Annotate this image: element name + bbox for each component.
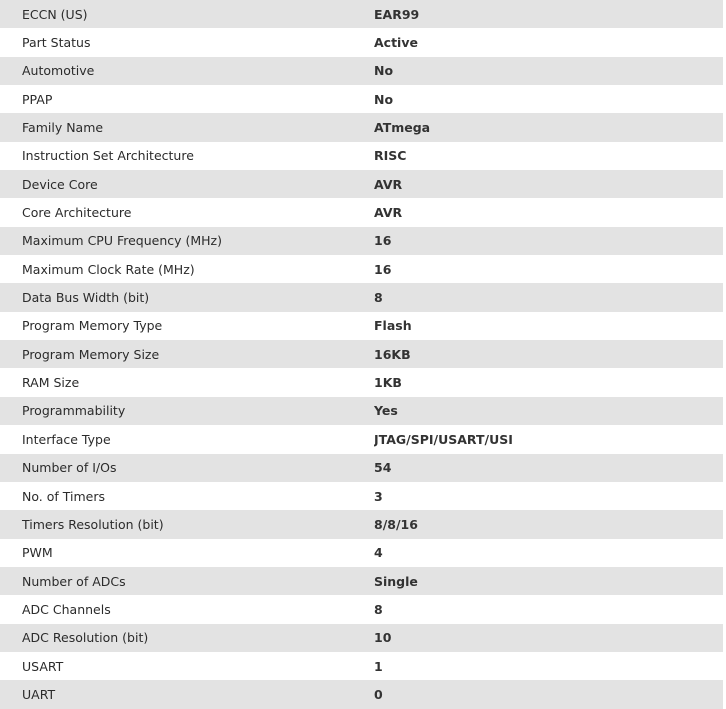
table-row [0,283,723,311]
table-row [0,255,723,283]
spec-label: Maximum CPU Frequency (MHz) [22,233,222,249]
table-row [0,425,723,453]
spec-value: Active [374,35,418,51]
table-row [0,368,723,396]
spec-label: Program Memory Type [22,318,163,334]
table-row [0,85,723,113]
spec-label: PWM [22,545,53,561]
table-row [0,595,723,623]
table-row [0,170,723,198]
spec-value: 16 [374,233,392,249]
spec-label: RAM Size [22,375,80,391]
spec-label: Program Memory Size [22,346,160,362]
spec-label: UART [22,686,56,702]
spec-value: Yes [374,403,398,419]
spec-label: Automotive [22,63,95,79]
spec-value: 8/8/16 [374,516,418,532]
spec-label: ADC Channels [22,601,111,617]
spec-value: 1KB [374,375,402,391]
spec-value: 8 [374,601,383,617]
spec-label: No. of Timers [22,488,105,504]
table-row [0,198,723,226]
spec-label: Family Name [22,120,104,136]
table-row [0,312,723,340]
table-row [0,510,723,538]
spec-label: Data Bus Width (bit) [22,290,150,306]
spec-value: AVR [374,205,403,221]
table-row [0,0,723,28]
spec-value: 1 [374,658,383,674]
table-row [0,652,723,680]
spec-value: 54 [374,460,392,476]
spec-label: USART [22,658,64,674]
spec-value: 16KB [374,346,411,362]
spec-value: Flash [374,318,412,334]
spec-value: 4 [374,545,383,561]
spec-value: No [374,91,394,107]
spec-label: Number of ADCs [22,573,126,589]
table-row [0,227,723,255]
table-row [0,397,723,425]
spec-value: 8 [374,290,383,306]
spec-label: Core Architecture [22,205,132,221]
table-row [0,28,723,56]
spec-label: Part Status [22,35,91,51]
spec-value: 16 [374,261,392,277]
spec-label: Device Core [22,176,98,192]
table-row [0,142,723,170]
spec-value: EAR99 [374,6,420,22]
spec-value: 3 [374,488,383,504]
spec-value: AVR [374,176,403,192]
spec-value: No [374,63,394,79]
spec-value: JTAG/SPI/USART/USI [374,431,513,447]
spec-label: Number of I/Os [22,460,117,476]
table-row [0,482,723,510]
spec-label: ECCN (US) [22,6,88,22]
spec-label: Timers Resolution (bit) [22,516,164,532]
spec-label: Programmability [22,403,126,419]
spec-value: 0 [374,686,383,702]
spec-label: Maximum Clock Rate (MHz) [22,261,195,277]
table-row [0,113,723,141]
spec-label: PPAP [22,91,53,107]
table-row [0,539,723,567]
spec-value: ATmega [374,120,431,136]
spec-value: RISC [374,148,407,164]
table-row [0,57,723,85]
table-row [0,454,723,482]
spec-value: 10 [374,630,392,646]
spec-label: ADC Resolution (bit) [22,630,149,646]
table-row [0,680,723,708]
table-row [0,340,723,368]
table-row [0,624,723,652]
table-row [0,567,723,595]
spec-label: Interface Type [22,431,111,447]
spec-value: Single [374,573,418,589]
spec-label: Instruction Set Architecture [22,148,194,164]
